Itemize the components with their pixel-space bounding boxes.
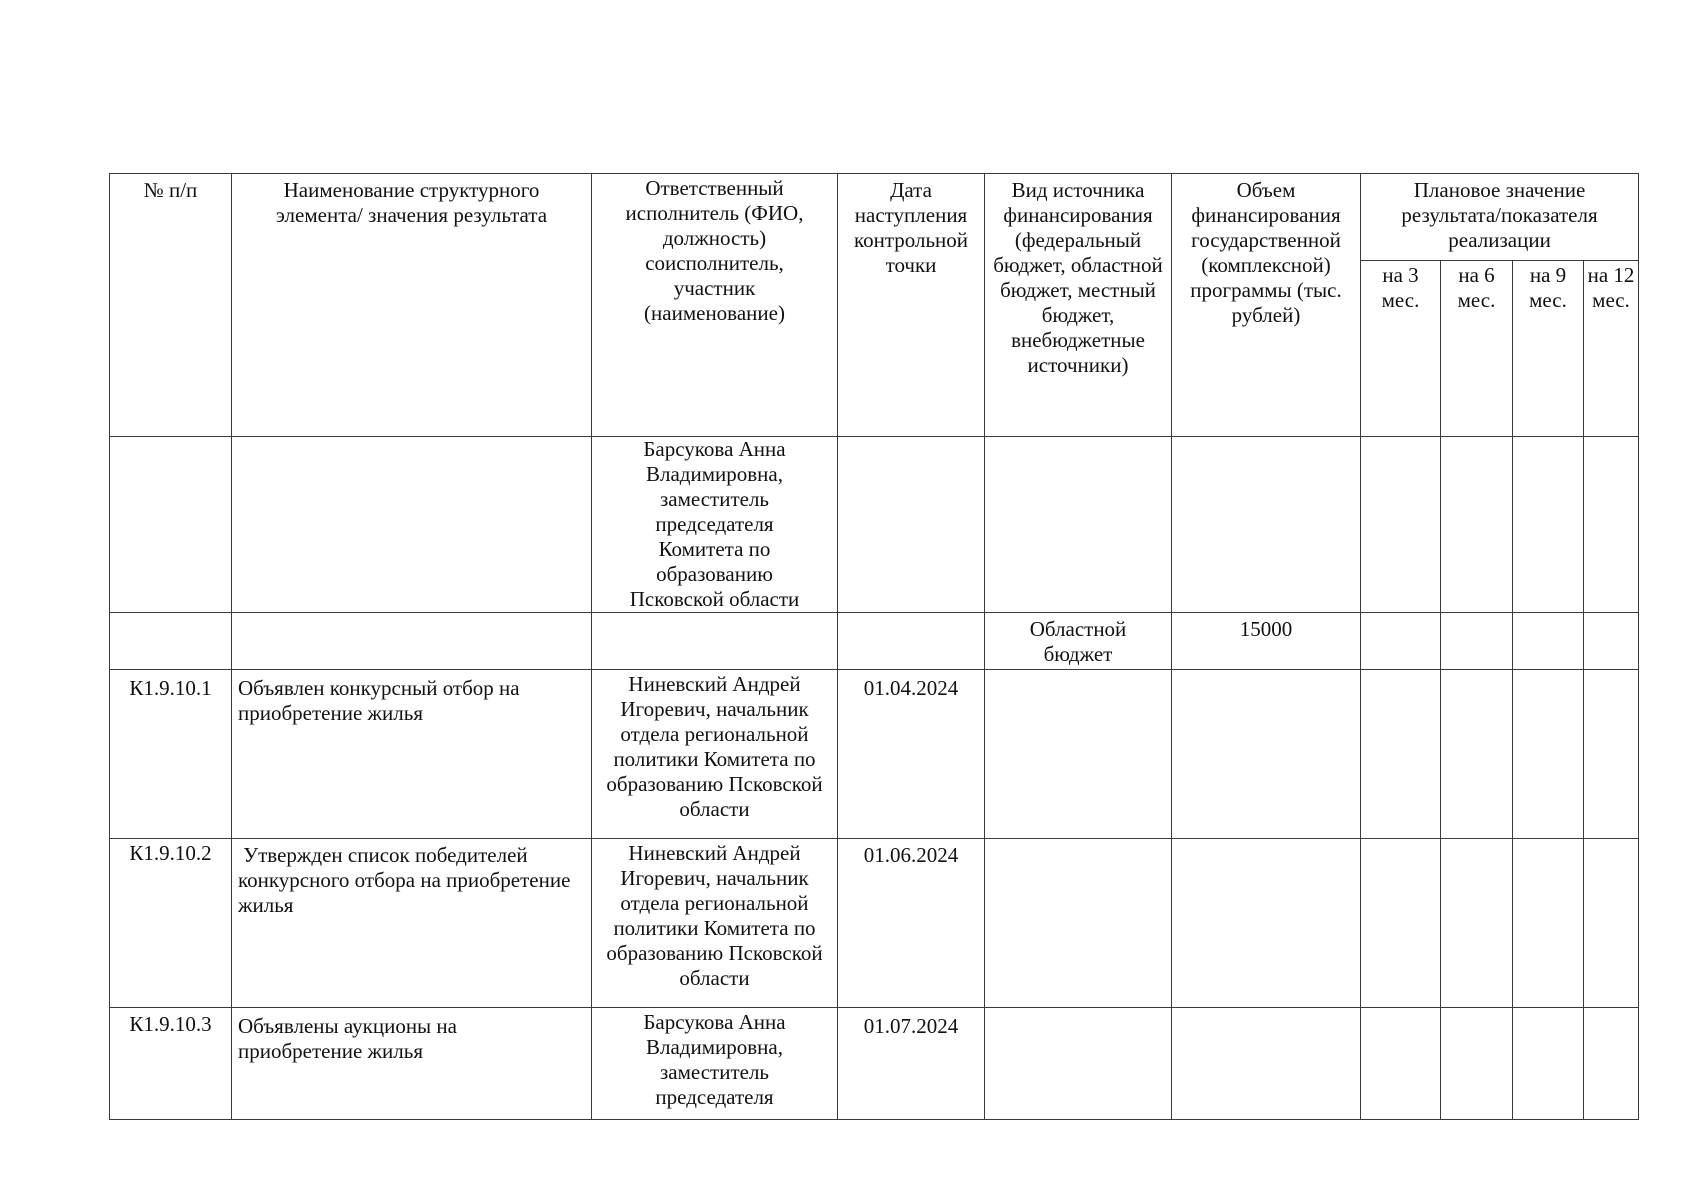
row-volume [1172,1008,1361,1120]
row-volume: 15000 [1172,613,1361,670]
row-responsible: Барсукова Анна Владимировна, заместитель председателя Комитета по образованию Псковской области [592,437,838,613]
header-3-months: на 3 мес. [1361,261,1441,437]
control-points-table [109,173,1639,1120]
row-value-9-months [1513,613,1584,670]
row-name: Объявлены аукционы на приобретение жилья [232,1008,592,1120]
table-row [110,839,1639,1008]
row-source [985,839,1172,1008]
row-value-6-months [1441,839,1513,1008]
row-value-12-months [1584,839,1639,1008]
row-source [985,670,1172,839]
row-num: К1.9.10.1 [110,670,232,839]
table-row [110,613,1639,670]
row-num [110,437,232,613]
row-value-9-months [1513,670,1584,839]
row-volume [1172,670,1361,839]
row-date [838,437,985,613]
row-volume [1172,437,1361,613]
header-num: № п/п [110,174,232,437]
row-value-3-months [1361,839,1441,1008]
row-value-9-months [1513,1008,1584,1120]
header-row [110,174,1639,261]
header-planned: Плановое значение результата/показателя реализации [1361,174,1639,261]
row-value-6-months [1441,437,1513,613]
row-value-3-months [1361,613,1441,670]
header-12-months: на 12 мес. [1584,261,1639,437]
row-num: К1.9.10.3 [110,1008,232,1120]
row-value-6-months [1441,670,1513,839]
row-value-6-months [1441,1008,1513,1120]
row-value-12-months [1584,1008,1639,1120]
header-6-months: на 6 мес. [1441,261,1513,437]
row-value-6-months [1441,613,1513,670]
row-responsible: Ниневский Андрей Игоревич, начальник отдела региональной политики Комитета по образованию Псковской области [592,670,838,839]
row-value-12-months [1584,613,1639,670]
row-date: 01.07.2024 [838,1008,985,1120]
row-source: Областной бюджет [985,613,1172,670]
header-name: Наименование структурного элемента/ значения результата [232,174,592,437]
row-name: Объявлен конкурсный отбор на приобретение жилья [232,670,592,839]
row-value-12-months [1584,670,1639,839]
table-row [110,1008,1639,1120]
row-responsible: Барсукова Анна Владимировна, заместитель председателя [592,1008,838,1120]
row-date: 01.04.2024 [838,670,985,839]
row-value-3-months [1361,437,1441,613]
table-row [110,670,1639,839]
row-responsible: Ниневский Андрей Игоревич, начальник отдела региональной политики Комитета по образованию Псковской области [592,839,838,1008]
header-responsible: Ответственный исполнитель (ФИО, должность) соисполнитель, участник (наименование) [592,174,838,437]
table-row [110,437,1639,613]
row-volume [1172,839,1361,1008]
row-date [838,613,985,670]
row-date: 01.06.2024 [838,839,985,1008]
row-value-12-months [1584,437,1639,613]
row-source [985,1008,1172,1120]
header-9-months: на 9 мес. [1513,261,1584,437]
row-name [232,437,592,613]
header-volume: Объем финансирования государственной (комплексной) программы (тыс. рублей) [1172,174,1361,437]
header-date: Дата наступления контрольной точки [838,174,985,437]
row-source [985,437,1172,613]
row-num [110,613,232,670]
row-value-9-months [1513,839,1584,1008]
row-value-9-months [1513,437,1584,613]
row-value-3-months [1361,1008,1441,1120]
row-responsible [592,613,838,670]
row-name [232,613,592,670]
row-num: К1.9.10.2 [110,839,232,1008]
row-value-3-months [1361,670,1441,839]
header-source: Вид источника финансирования (федеральный бюджет, областной бюджет, местный бюджет, внебюджетные источники) [985,174,1172,437]
row-name: Утвержден список победителей конкурсного отбора на приобретение жилья [232,839,592,1008]
